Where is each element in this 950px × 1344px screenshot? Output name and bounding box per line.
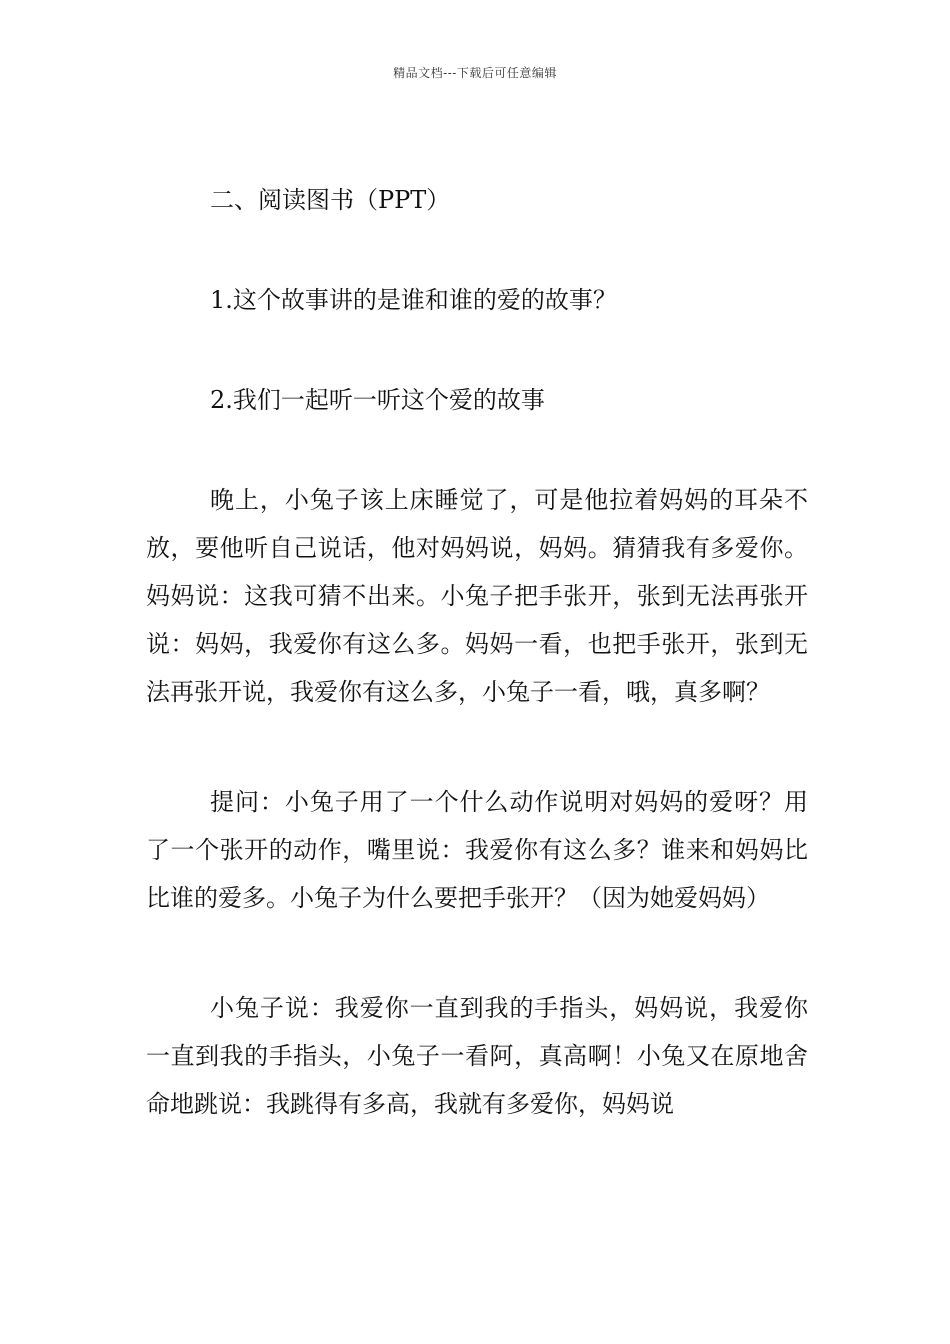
continuation-paragraph: 小兔子说：我爱你一直到我的手指头，妈妈说，我爱你一直到我的手指头，小兔子一看阿，真高啊！小兔又在原地舍命地跳说：我跳得有多高，我就有多爱你，妈妈说 [146, 994, 808, 1118]
question-2: 2.我们一起听一听这个爱的故事 [210, 386, 545, 414]
document-body [146, 176, 808, 1128]
section-heading: 二、阅读图书（PPT） [210, 186, 451, 214]
story-paragraph: 晚上，小兔子该上床睡觉了，可是他拉着妈妈的耳朵不放，要他听自己说话，他对妈妈说，妈妈。猜猜我有多爱你。妈妈说：这我可猜不出来。小兔子把手张开，张到无法再张开说：妈妈，我爱你有这么多。妈妈一看，也把手张开，张到无法再张开说，我爱你有这么多，小兔子一看，哦，真多啊？ [146, 486, 808, 706]
page-header: 精品文档---下载后可任意编辑 [393, 66, 557, 80]
question-1: 1.这个故事讲的是谁和谁的爱的故事？ [210, 286, 617, 314]
question-paragraph: 提问：小兔子用了一个什么动作说明对妈妈的爱呀？用了一个张开的动作，嘴里说：我爱你有这么多？谁来和妈妈比比谁的爱多。小兔子为什么要把手张开？（因为她爱妈妈） [146, 788, 808, 912]
